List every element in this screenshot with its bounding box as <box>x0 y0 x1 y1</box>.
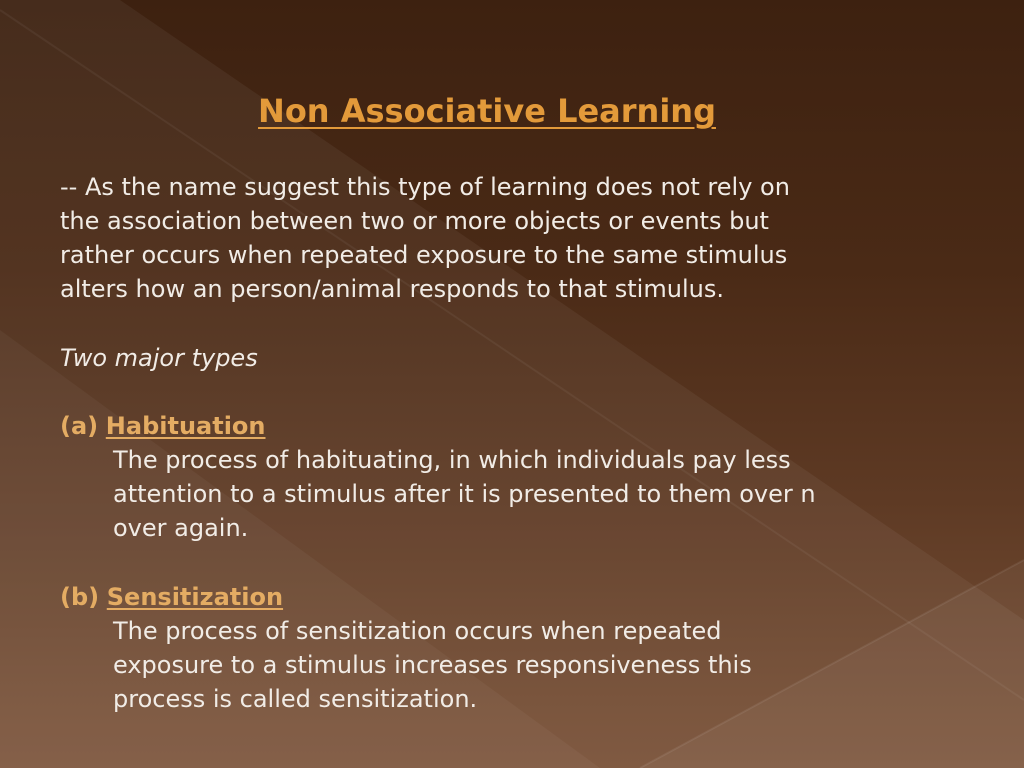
item-heading-habituation <box>60 409 266 443</box>
intro-line: -- As the name suggest this type of learning does not rely on <box>60 173 790 201</box>
item-marker: (a) <box>60 412 99 440</box>
habituation-description-line: The process of habituating, in which individuals pay less <box>113 446 791 474</box>
intro-line: rather occurs when repeated exposure to the same stimulus <box>60 241 788 269</box>
item-marker: (b) <box>60 583 100 611</box>
sensitization-description-line: process is called sensitization. <box>113 685 478 713</box>
intro-line: the association between two or more objects or events but <box>60 207 769 235</box>
habituation-description-line: attention to a stimulus after it is presented to them over n <box>113 480 816 508</box>
slide-title: Non Associative Learning <box>258 92 716 130</box>
term-sensitization: Sensitization <box>106 583 284 611</box>
sensitization-description-line: exposure to a stimulus increases responsiveness this <box>113 651 752 679</box>
term-habituation: Habituation <box>105 412 266 440</box>
item-heading-sensitization <box>60 580 283 614</box>
habituation-description-line: over again. <box>113 514 249 542</box>
sensitization-description-line: The process of sensitization occurs when repeated <box>113 617 722 645</box>
intro-line: alters how an person/animal responds to that stimulus. <box>60 275 724 303</box>
types-heading: Two major types <box>60 344 258 372</box>
